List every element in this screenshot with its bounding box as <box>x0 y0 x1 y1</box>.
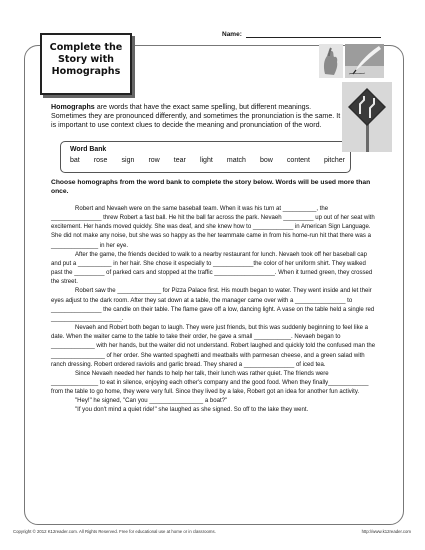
story-paragraph: After the game, the friends decided to walk to a nearby restaurant for lunch. Nevaeh took off her baseball cap and put a __________ in her hair. She chose it especially to ____________the color of her uniform shirt. They walked past the _________ of parked cars and stopped at the traffic __________________. When it turned green, they crossed the street. <box>51 251 373 286</box>
story-paragraph: Robert and Nevaeh were on the same baseball team. When it was his turn at __________, the _______________ threw Robert a fast ball. He hit the ball far across the park. Nevaeh _________ up out of her seat with excitement. Her hands moved quickly. She was deaf, and she knew how to ____________ in American Sign Language. She did not make any noise, but she was so happy as the her teammate came in from his home-run hit that there was a ______________ in her eye. <box>51 206 375 249</box>
copyright-notice: Copyright © 2012 K12reader.com. All Rights Reserved. Free for educational use at home or in classrooms. <box>13 529 216 534</box>
title-line: Complete the <box>49 42 123 53</box>
instructions: Choose homographs from the word bank to complete the story below. Words will be used more than once. <box>51 179 371 195</box>
story-paragraph: "If you don't mind a quiet ride!" she laughed as she signed. So off to the lake they went. <box>75 407 309 414</box>
word-bank-word: rose <box>93 157 108 164</box>
story-paragraph: Since Nevaeh needed her hands to help her talk, their lunch was rather quiet. The friends were ______________ to eat in silence, enjoying each other's company and the good food. When they finally____________ from the table to go home, they were very full. Since they lived by a lake, Robert got an idea for another fun activity. <box>51 370 369 396</box>
word-bank-word: row <box>148 157 160 164</box>
word-bank-word: tear <box>173 157 186 164</box>
intro-paragraph <box>51 103 341 131</box>
word-bank-word: match <box>226 157 246 164</box>
story-paragraph: Nevaeh and Robert both began to laugh. They were just friends, but this was suddenly beginning to feel like a date. When the waiter came to the table to take their order, he gave a small ___________. Nevaeh began to _____________ with her hands, but the waiter did not understand. Robert laughed and quickly told the confused man the ________________ of her order. She wanted spaghetti and meatballs with parmesan cheese, and a green salad with ranch dressing. Robert ordered raviolis and garlic bread. They shared a _______________ of iced tea. <box>51 325 376 368</box>
hand-photo <box>319 44 343 78</box>
story-paragraph: Robert saw the _____________ for Pizza Palace first. His mouth began to water. They went inside and let their eyes adjust to the dark room. After they sat down at a table, the manager came over with a _______________ to _______________ the candle on their table. The flame gave off a low, dancing light. A vase on the table held a single red _____________________. <box>51 288 375 322</box>
word-bank-word: sign <box>121 157 135 164</box>
quill-photo <box>345 44 384 78</box>
word-bank-list <box>70 157 345 164</box>
title-line: Story with <box>58 54 114 65</box>
name-field[interactable] <box>222 30 381 38</box>
word-bank-word: bat <box>70 157 80 164</box>
story-text <box>51 205 376 416</box>
word-bank-word: content <box>286 157 310 164</box>
name-line[interactable] <box>246 30 381 38</box>
worksheet-title <box>40 33 132 95</box>
word-bank <box>60 141 351 173</box>
story-paragraph: "Hey!" he signed, "Can you ________________ a boat?" <box>75 398 228 405</box>
word-bank-word: bow <box>260 157 273 164</box>
name-label: Name: <box>222 31 242 38</box>
word-bank-word: pitcher <box>323 157 345 164</box>
intro-keyword: Homographs <box>51 103 95 111</box>
footer-url[interactable]: http://www.k12reader.com <box>361 529 411 534</box>
title-line: Homographs <box>51 66 121 77</box>
intro-text: are words that have the exact same spelling, but different meanings. Sometimes they are pronounced differently, and sometimes the pronunciation is the same. It is important to use context clues to decide the meaning and pronunciation of the word. <box>51 103 341 130</box>
word-bank-word: light <box>199 157 213 164</box>
road-sign-photo <box>342 82 392 152</box>
word-bank-title: Word Bank <box>70 146 107 153</box>
